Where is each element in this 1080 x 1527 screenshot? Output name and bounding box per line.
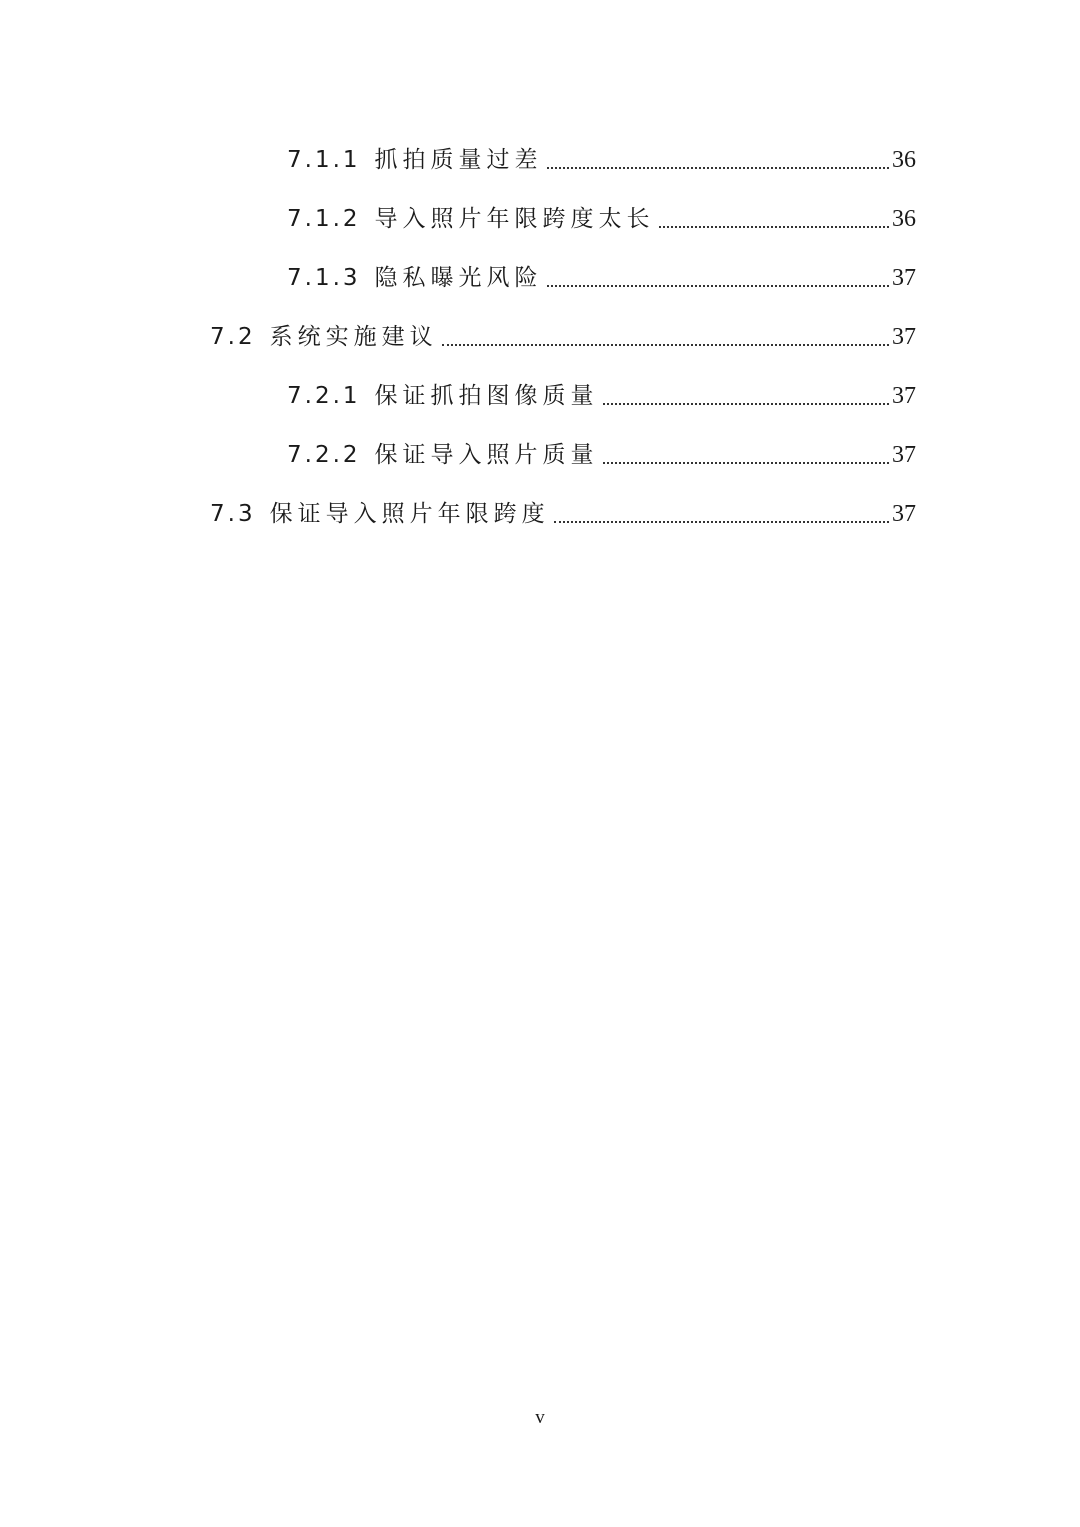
toc-entry-number: 7.1.2: [287, 206, 361, 232]
toc-entry-page-number: 37: [892, 501, 916, 527]
toc-dot-leader: [547, 167, 889, 169]
toc-entry-7-2[interactable]: [210, 317, 916, 357]
toc-entry-7-2-1[interactable]: [287, 376, 916, 416]
toc-dot-leader: [659, 226, 889, 228]
toc-entry-7-1-2[interactable]: [287, 199, 916, 239]
toc-dot-leader: [603, 462, 889, 464]
toc-entry-title: 抓拍质量过差: [374, 147, 543, 173]
toc-entry-page-number: 37: [892, 383, 916, 409]
toc-entry-page-number: 37: [892, 265, 916, 291]
toc-entry-title: 保证导入照片质量: [374, 442, 599, 468]
toc-dot-leader: [603, 403, 889, 405]
toc-entry-title: 保证导入照片年限跨度: [269, 501, 550, 527]
toc-entry-page-number: 36: [892, 147, 916, 173]
toc-entry-7-2-2[interactable]: [287, 435, 916, 475]
toc-entry-number: 7.2.1: [287, 383, 361, 409]
toc-entry-7-3[interactable]: [210, 494, 916, 534]
toc-entry-page-number: 37: [892, 442, 916, 468]
toc-entry-number: 7.2: [210, 324, 256, 350]
toc-entry-title: 保证抓拍图像质量: [374, 383, 599, 409]
toc-entry-page-number: 36: [892, 206, 916, 232]
toc-dot-leader: [554, 521, 889, 523]
toc-entry-title: 导入照片年限跨度太长: [374, 206, 655, 232]
toc-entry-page-number: 37: [892, 324, 916, 350]
toc-entry-number: 7.1.1: [287, 147, 361, 173]
toc-entry-number: 7.2.2: [287, 442, 361, 468]
toc-entry-7-1-1[interactable]: [287, 140, 916, 180]
toc-entry-7-1-3[interactable]: [287, 258, 916, 298]
toc-dot-leader: [547, 285, 889, 287]
toc-entry-title: 隐私曝光风险: [374, 265, 543, 291]
toc-entry-title: 系统实施建议: [269, 324, 438, 350]
toc-dot-leader: [442, 344, 889, 346]
toc-entry-number: 7.1.3: [287, 265, 361, 291]
toc-entry-number: 7.3: [210, 501, 256, 527]
page-number-footer: v: [535, 1407, 545, 1428]
